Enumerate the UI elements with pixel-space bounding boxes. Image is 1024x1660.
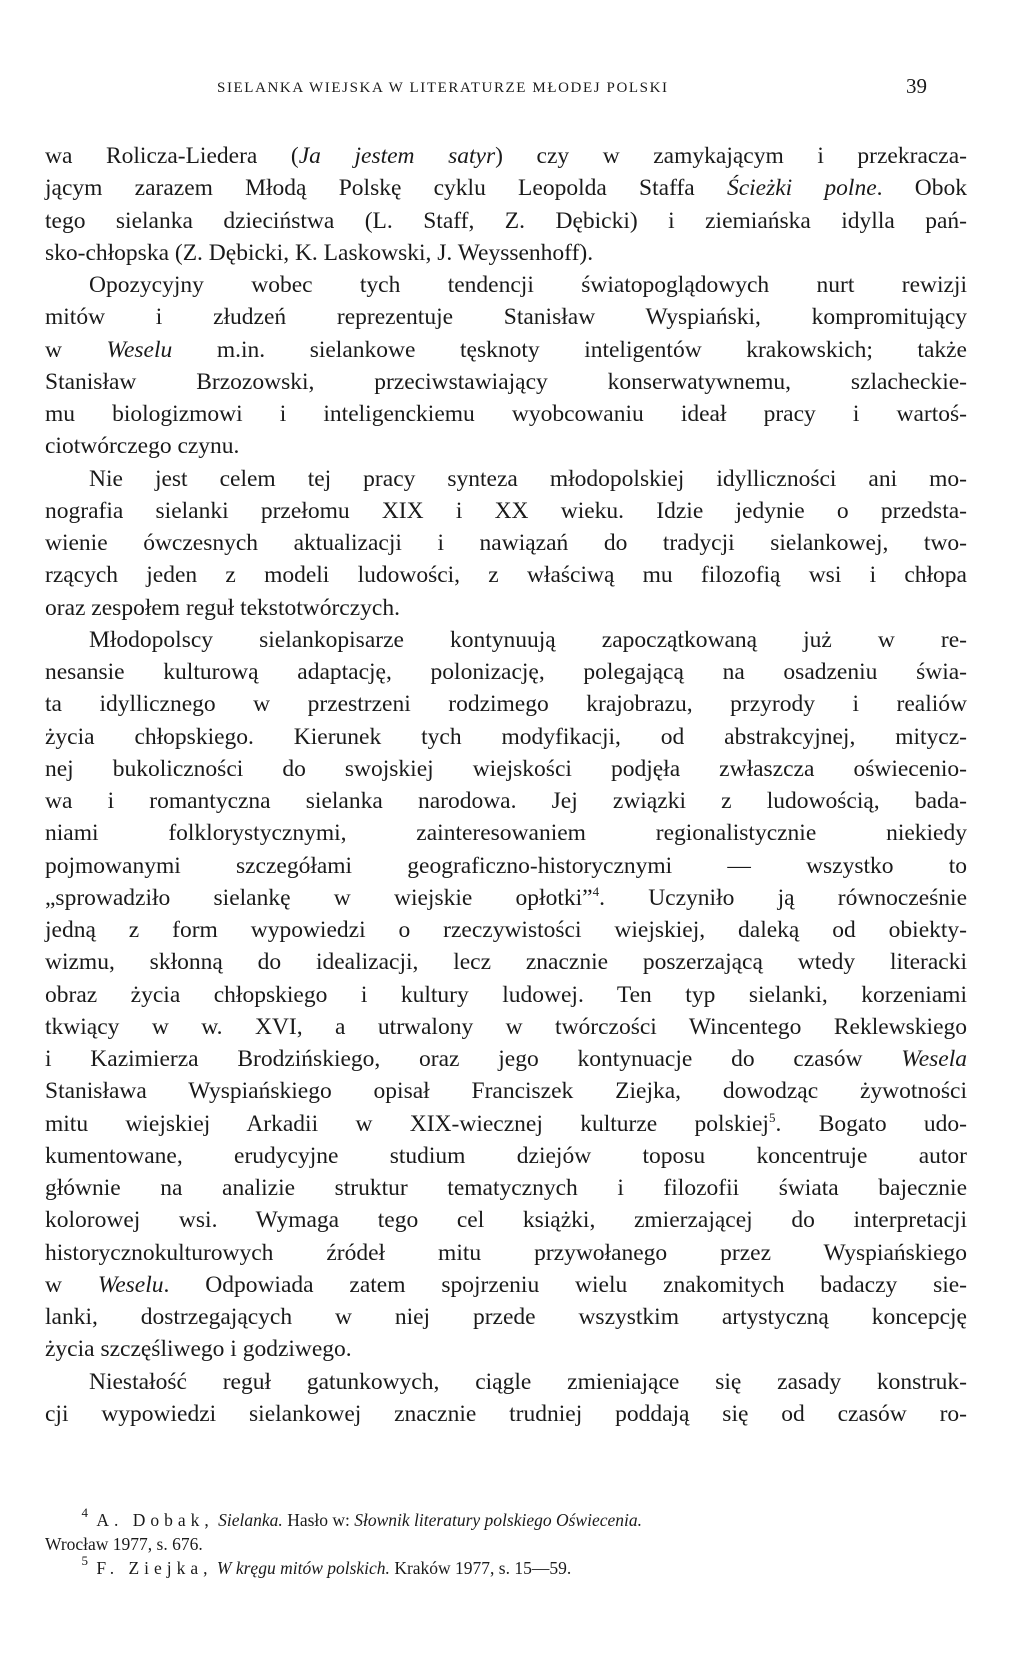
text-line: mitów i złudzeń reprezentuje Stanisław Wyspiański, kompromitujący [45,304,967,331]
footnotes [45,1505,967,1580]
paragraph-start: Opozycyjny wobec tych tendencji światopoglądowych nurt rewizji [89,272,967,298]
text-line: Stanisław Brzozowski, przeciwstawiający konserwatywnemu, szlacheckie- [45,368,967,395]
text-line: nesansie kulturową adaptację, polonizację, polegającą na osadzeniu świa- [45,659,967,685]
text-line: rzących jeden z modeli ludowości, z właściwą mu filozofią wsi i chłopa [45,562,967,589]
text-line: mitu wiejskiej Arkadii w XIX-wiecznej kulturze polskiej$^5$. Bogato udo- [45,1109,967,1137]
page-number: 39 [906,74,927,98]
footnote-ref: 4 [592,883,600,899]
text-line: wa Rolicza-Liedera (Ja jestem satyr) czy w zamykającym i przekracza- [45,143,967,169]
text-line: obraz życia chłopskiego i kultury ludowej. Ten typ sielanki, korzeniami [45,981,967,1008]
text-line: jącym zarazem Młodą Polskę cyklu Leopolda Staffa Ścieżki polne. Obok [45,175,967,202]
text-line: ta idyllicznego w przestrzeni rodzimego krajobrazu, przyrody i realiów [45,691,967,718]
footnote-ref: 5 [768,1109,776,1125]
text-line: kolorowej wsi. Wymaga tego cel książki, zmierzającej do interpretacji [45,1207,967,1234]
text-line: wienie ówczesnych aktualizacji i nawiązań do tradycji sielankowej, two- [45,530,967,556]
text-line: historycznokulturowych źródeł mitu przywołanego przez Wyspiańskiego [45,1239,967,1266]
text-line: głównie na analizie struktur tematycznych i filozofii świata bajecznie [45,1175,967,1201]
running-head: SIELANKA WIEJSKA W LITERATURZE MŁODEJ POLSKI [217,80,669,96]
text-line: oraz zespołem reguł tekstotwórczych. [45,594,400,621]
text-line: nografia sielanki przełomu XIX i XX wieku. Idzie jedynie o przedsta- [45,497,967,524]
text-line: życia szczęśliwego i godziwego. [45,1336,352,1363]
paragraph-start: Nie jest celem tej pracy synteza młodopolskiej idylliczności ani mo- [89,465,967,492]
text-line: lanki, dostrzegających w niej przede wszystkim artystyczną koncepcję [45,1304,967,1330]
text-line: jedną z form wypowiedzi o rzeczywistości wiejskiej, daleką od obiekty- [45,917,967,943]
text-line: wizmu, skłonną do idealizacji, lecz znacznie poszerzającą wtedy literacki [45,949,967,976]
text-line: pojmowanymi szczegółami geograficzno-historycznymi — wszystko to [45,852,967,879]
footnote-4-continuation: Wrocław 1977, s. 676. [45,1534,203,1554]
text-line: nej bukoliczności do swojskiej wiejskości podjęła zwłaszcza oświecenio- [45,755,967,782]
text-line: tkwiący w w. XVI, a utrwalony w twórczości Wincentego Reklewskiego [45,1013,967,1040]
text-line: sko-chłopska (Z. Dębicki, K. Laskowski, J. Weyssenhoff). [45,239,594,266]
text-line: mu biologizmowi i inteligenckiemu wyobcowaniu ideał pracy i wartoś- [45,401,967,427]
text-line: cji wypowiedzi sielankowej znacznie trudniej poddają się od czasów ro- [45,1400,967,1427]
text-line: wa i romantyczna sielanka narodowa. Jej związki z ludowością, bada- [45,788,967,814]
text-line: Stanisława Wyspiańskiego opisał Franciszek Ziejka, dowodząc żywotności [45,1078,967,1105]
paragraph-start: Niestałość reguł gatunkowych, ciągle zmieniające się zasady konstruk- [89,1368,967,1395]
text-line: niami folklorystycznymi, zainteresowaniem regionalistycznie niekiedy [45,820,967,847]
text-line: i Kazimierza Brodzińskiego, oraz jego kontynuacje do czasów Wesela [45,1046,967,1072]
text-line: w Weselu m.in. sielankowe tęsknoty inteligentów krakowskich; także [45,336,967,363]
text-line: życia chłopskiego. Kierunek tych modyfikacji, od abstrakcyjnej, mitycz- [45,723,967,750]
text-line: kumentowane, erudycyjne studium dziejów toposu koncentruje autor [45,1142,967,1169]
text-line: tego sielanka dzieciństwa (L. Staff, Z. Dębicki) i ziemiańska idylla pań- [45,207,967,234]
body-text [45,140,967,1430]
text-line: „sprowadziło sielankę w wiejskie opłotki”$^4$. Uczyniło ją równocześnie [45,883,968,911]
footnote-5: $^5$ F. Ziejka, W kręgu mitów polskich. Kraków 1977, s. 15—59. [81,1553,572,1578]
paragraph-start: Młodopolscy sielankopisarze kontynuują zapoczątkowaną już w re- [89,626,967,653]
text-line: ciotwórczego czynu. [45,433,240,460]
footnote-4: $^4$ A. Dobak, Sielanka. Hasło w: Słownik literatury polskiego Oświecenia. [81,1505,642,1530]
text-line: w Weselu. Odpowiada zatem spojrzeniu wielu znakomitych badaczy sie- [45,1271,968,1298]
